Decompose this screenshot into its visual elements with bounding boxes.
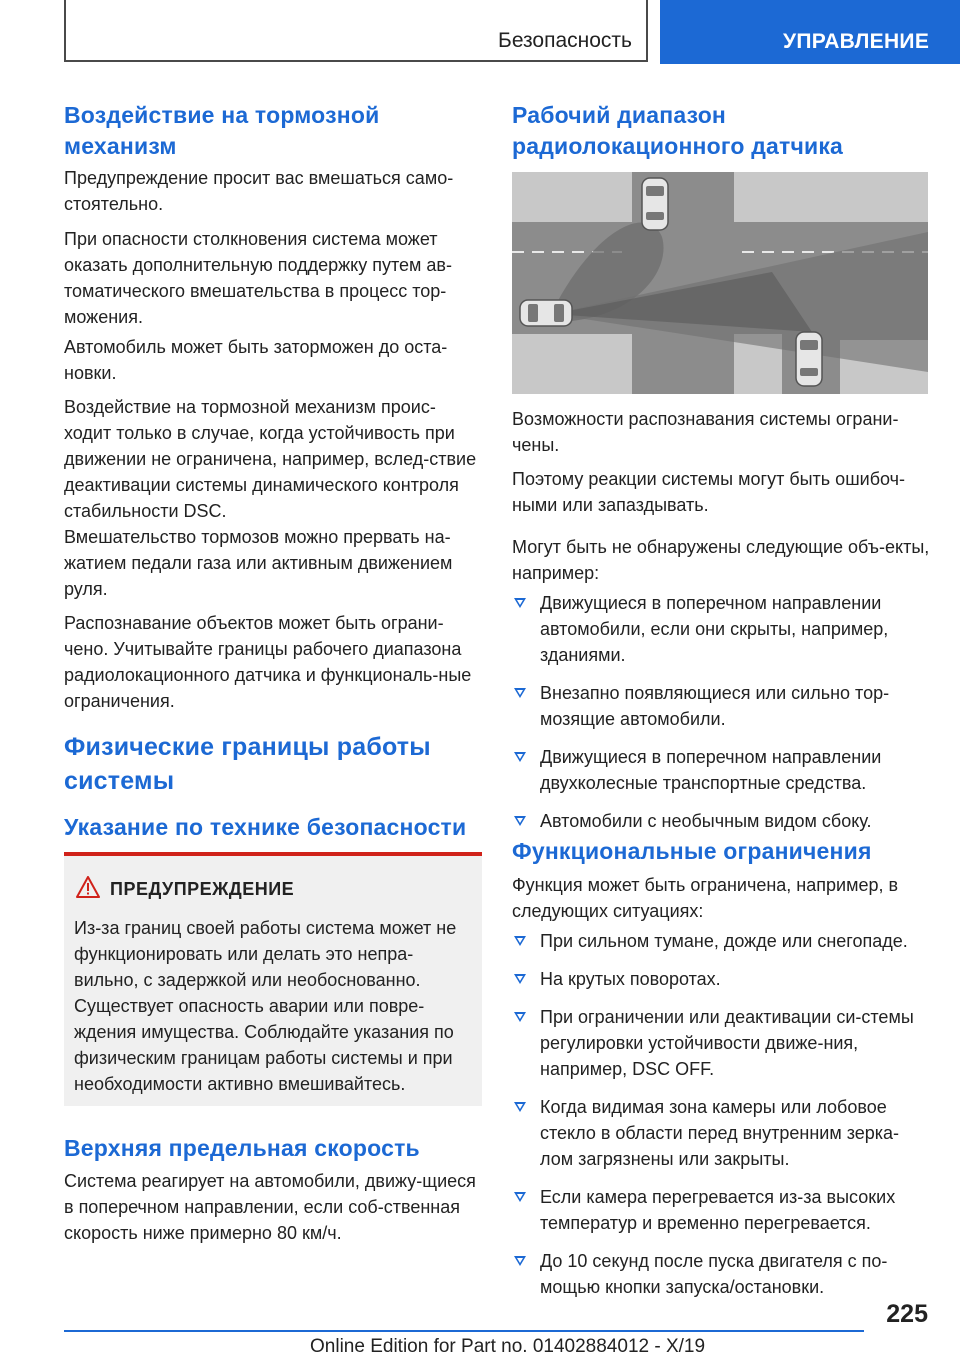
heading-upper-speed: Верхняя предельная скорость <box>64 1135 420 1161</box>
paragraph: Функция может быть ограничена, например, в следующих ситуациях: <box>512 875 899 921</box>
paragraph: Воздействие на тормозной механизм проис-ходит только в случае, когда устойчивость при движении не ограничена, например, вслед-ствие деактивации системы динамического контроля стабильности DSC. <box>64 397 477 521</box>
edition-note: Online Edition for Part no. 01402884012 - X/19 <box>310 1336 706 1357</box>
list-item: Внезапно появляющиеся или сильно тор-мозящие автомобили. <box>512 680 930 732</box>
bullet-triangle-icon <box>514 974 526 984</box>
paragraph: Возможности распознавания системы ограни-чены. <box>512 409 899 455</box>
bullet-triangle-icon <box>514 752 526 762</box>
list-item: Если камера перегревается из-за высоких температур и временно перегревается. <box>512 1184 930 1236</box>
heading-physical-limits: Физические границы работы системы <box>64 733 431 795</box>
paragraph: Могут быть не обнаружены следующие объ-екты, например: <box>512 537 930 583</box>
list-item: До 10 секунд после пуска двигателя с по-мощью кнопки запуска/остановки. <box>512 1248 930 1300</box>
car-top-icon <box>642 178 668 230</box>
car-bottom-icon <box>796 332 822 386</box>
paragraph: Предупреждение просит вас вмешаться само-стоятельно. <box>64 168 454 214</box>
paragraph: Система реагирует на автомобили, движу-щиеся в поперечном направлении, если соб-ственная скорость ниже примерно 80 км/ч. <box>64 1171 476 1243</box>
list-item: При сильном тумане, дожде или снегопаде. <box>512 928 930 954</box>
header-frame <box>64 0 648 62</box>
bullet-triangle-icon <box>514 816 526 826</box>
bullet-triangle-icon <box>514 1012 526 1022</box>
warning-title: ПРЕДУПРЕЖДЕНИЕ <box>110 879 295 899</box>
paragraph: Поэтому реакции системы могут быть ошибоч-ными или запаздывать. <box>512 469 905 515</box>
list-item: Движущиеся в поперечном направлении двухколесные транспортные средства. <box>512 744 930 796</box>
page-number: 225 <box>886 1300 928 1328</box>
car-left-icon <box>520 300 572 326</box>
heading-radar-range: Рабочий диапазон радиолокационного датчика <box>512 102 844 159</box>
paragraph: Автомобиль может быть заторможен до оста-новки. <box>64 337 448 383</box>
bullet-triangle-icon <box>514 1256 526 1266</box>
paragraph: При опасности столкновения система может оказать дополнительную поддержку путем ав-томатического вмешательства в процесс тор-можения. <box>64 229 452 327</box>
chapter-tab[interactable]: УПРАВЛЕНИЕ <box>660 0 960 64</box>
section-title: Безопасность <box>498 29 632 52</box>
list-item: При ограничении или деактивации си-стемы регулировки устойчивости движе-ния, например, DSC OFF. <box>512 1004 930 1082</box>
paragraph: Вмешательство тормозов можно прервать на-жатием педали газа или активным движением руля. <box>64 527 453 599</box>
intersection-diagram <box>512 172 928 394</box>
limitations-list <box>512 928 930 1312</box>
list-item: Автомобили с необычным видом сбоку. <box>512 808 930 834</box>
bullet-triangle-icon <box>514 936 526 946</box>
bullet-triangle-icon <box>514 688 526 698</box>
radar-range-illustration <box>512 172 928 394</box>
undetected-objects-list <box>512 590 930 846</box>
list-item: Когда видимая зона камеры или лобовое стекло в области перед внутренним зерка-лом загрязнены или закрыты. <box>512 1094 930 1172</box>
footer-rule <box>64 1330 864 1332</box>
bullet-triangle-icon <box>514 1102 526 1112</box>
list-item: На крутых поворотах. <box>512 966 930 992</box>
list-item: Движущиеся в поперечном направлении автомобили, если они скрыты, например, зданиями. <box>512 590 930 668</box>
warning-triangle-icon <box>76 876 100 898</box>
heading-brake-intervention: Воздействие на тормозной механизм <box>64 102 380 159</box>
heading-functional-limits: Функциональные ограничения <box>512 838 872 864</box>
heading-safety-note: Указание по технике безопасности <box>64 814 467 840</box>
bullet-triangle-icon <box>514 1192 526 1202</box>
paragraph: Распознавание объектов может быть ограни-чено. Учитывайте границы рабочего диапазона радиолокационного датчика и функциональ-ные ограничения. <box>64 613 472 711</box>
bullet-triangle-icon <box>514 598 526 608</box>
warning-text: Из-за границ своей работы система может не функционировать или делать это непра-вильно, с задержкой или необоснованно. Существует опасность аварии или повре-ждения имущества. Соблюдайте указания по физическим границам работы системы и при необходимости активно вмешивайтесь. <box>74 918 457 1094</box>
